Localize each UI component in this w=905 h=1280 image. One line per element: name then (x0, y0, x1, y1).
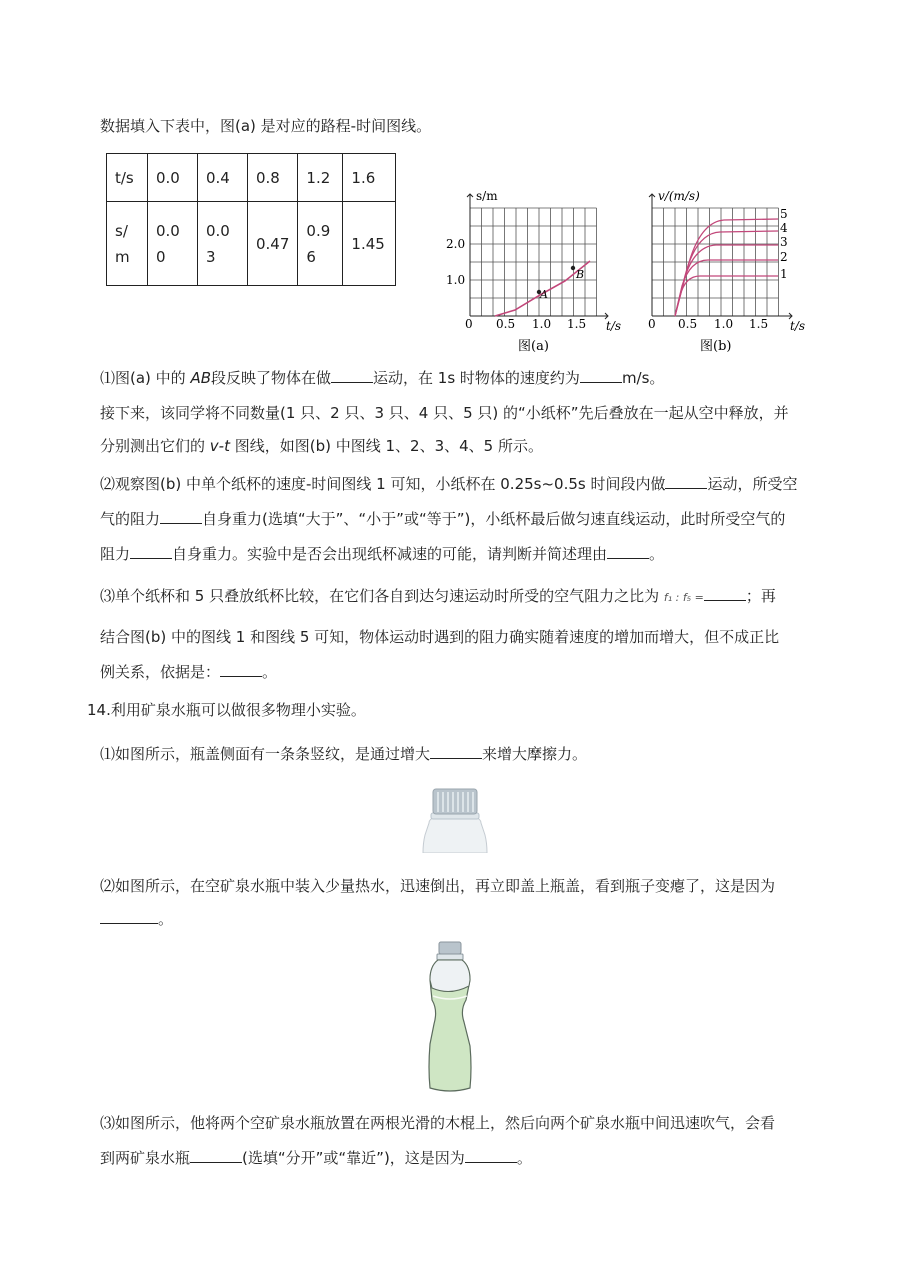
bottle-cap-figure (415, 783, 495, 853)
question-14-1: ⑴如图所示，瓶盖侧面有一条条竖纹，是通过增大 来增大摩擦力。 (100, 745, 588, 763)
paragraph-line: 接下来，该同学将不同数量(1 只、2 只、3 只、4 只、5 只) 的“小纸杯”先后叠放在一起从空中释放，并 (100, 404, 789, 422)
v-t-curve-5 (675, 219, 778, 316)
question-14-3-line: ⑶如图所示，他将两个空矿泉水瓶放置在两根光滑的木棍上，然后向两个矿泉水瓶中间迅速吹气，会看 (100, 1114, 776, 1132)
curve-label: 3 (780, 235, 788, 249)
question-3-line: 结合图(b) 中的图线 1 和图线 5 可知，物体运动时遇到的阻力确实随着速度的增加而增大，但不成正比 (100, 628, 780, 646)
answer-blank[interactable] (607, 544, 649, 559)
squeezed-bottle-figure (420, 940, 490, 1095)
table-cell: s/ m (107, 202, 148, 286)
table-cell: 0.9 6 (298, 202, 343, 286)
answer-blank[interactable] (331, 368, 373, 383)
curve-label: 4 (780, 221, 788, 235)
table-cell: 0.47 (248, 202, 298, 286)
question-3-line: ⑶单个纸杯和 5 只叠放纸杯比较，在它们各自到达匀速运动时所受的空气阻力之比为 f₁ : f₅ = ；再 (100, 587, 776, 605)
x-tick-label: 0 (648, 317, 656, 331)
figure-caption: 图(a) (518, 339, 549, 354)
y-tick-label: 1.0 (446, 273, 466, 287)
x-tick-label: 1.5 (749, 317, 769, 331)
answer-blank[interactable] (220, 662, 262, 677)
table-cell: 1.45 (343, 202, 396, 286)
y-axis-label: v/(m/s) (658, 189, 700, 203)
answer-blank[interactable] (665, 474, 707, 489)
v-t-curve-2 (675, 260, 778, 316)
answer-blank[interactable] (465, 1148, 517, 1163)
x-axis-label: t/s (606, 319, 622, 333)
answer-blank[interactable] (130, 544, 172, 559)
question-14-2-line: ⑵如图所示，在空矿泉水瓶中装入少量热水，迅速倒出，再立即盖上瓶盖，看到瓶子变瘪了，这是因为 (100, 877, 776, 895)
answer-blank[interactable] (430, 744, 482, 759)
figure-b (640, 180, 820, 360)
table-row (107, 154, 396, 202)
question-14-2-line: 。 (100, 909, 173, 929)
y-tick-label: 2.0 (446, 237, 466, 251)
question-2-line: 阻力 自身重力。实验中是否会出现纸杯减速的可能，请判断并简述理由 。 (100, 545, 665, 563)
intro-text: 数据填入下表中，图(a) 是对应的路程-时间图线。 (100, 117, 432, 135)
curve-label: 5 (780, 207, 788, 221)
x-axis-label: t/s (790, 319, 806, 333)
question-2-line: ⑵观察图(b) 中单个纸杯的速度-时间图线 1 可知，小纸杯在 0.25s~0.5s 时间段内做 运动，所受空 (100, 475, 798, 493)
x-tick-label: 0.5 (678, 317, 698, 331)
table-cell: t/s (107, 154, 148, 202)
x-tick-label: 1.5 (567, 317, 587, 331)
point-b-marker (571, 266, 575, 270)
curve-label: 2 (780, 250, 788, 264)
table-cell: 0.0 0 (148, 202, 198, 286)
data-table (106, 153, 396, 286)
table-cell: 0.8 (248, 154, 298, 202)
answer-blank[interactable] (160, 509, 202, 524)
curve-label: 1 (780, 267, 788, 281)
point-b-label: B (576, 268, 585, 281)
figure-a (440, 180, 630, 360)
table-cell: 1.6 (343, 154, 396, 202)
table-cell: 0.0 3 (198, 202, 248, 286)
answer-blank[interactable] (580, 368, 622, 383)
answer-blank[interactable] (704, 586, 746, 601)
y-axis-label: s/m (476, 189, 498, 203)
question-14-3-line: 到两矿泉水瓶 (选填“分开”或“靠近”)，这是因为 。 (100, 1149, 532, 1167)
table-cell: 0.4 (198, 154, 248, 202)
answer-blank[interactable] (190, 1148, 242, 1163)
figure-caption: 图(b) (700, 339, 732, 354)
paragraph-line: 分别测出它们的 v-t 图线，如图(b) 中图线 1、2、3、4、5 所示。 (100, 437, 543, 455)
table-cell: 0.0 (148, 154, 198, 202)
x-tick-label: 1.0 (714, 317, 734, 331)
question-2-line: 气的阻力 自身重力(选填“大于”、“小于”或“等于”)，小纸杯最后做匀速直线运动，此时所受空气的 (100, 510, 786, 528)
question-14-title: 14.利用矿泉水瓶可以做很多物理小实验。 (87, 701, 366, 719)
question-3-line: 例关系，依据是： 。 (100, 663, 278, 681)
x-tick-label: 1.0 (532, 317, 552, 331)
question-1: ⑴图(a) 中的 AB段反映了物体在做 运动，在 1s 时物体的速度约为 m/s。 (100, 369, 665, 387)
point-a-label: A (540, 288, 548, 301)
v-t-curve-1 (675, 276, 778, 316)
table-row (107, 202, 396, 286)
table-cell: 1.2 (298, 154, 343, 202)
v-t-curve-3 (675, 245, 778, 316)
x-tick-label: 0 (465, 317, 473, 331)
answer-blank[interactable] (100, 909, 158, 924)
x-tick-label: 0.5 (496, 317, 516, 331)
